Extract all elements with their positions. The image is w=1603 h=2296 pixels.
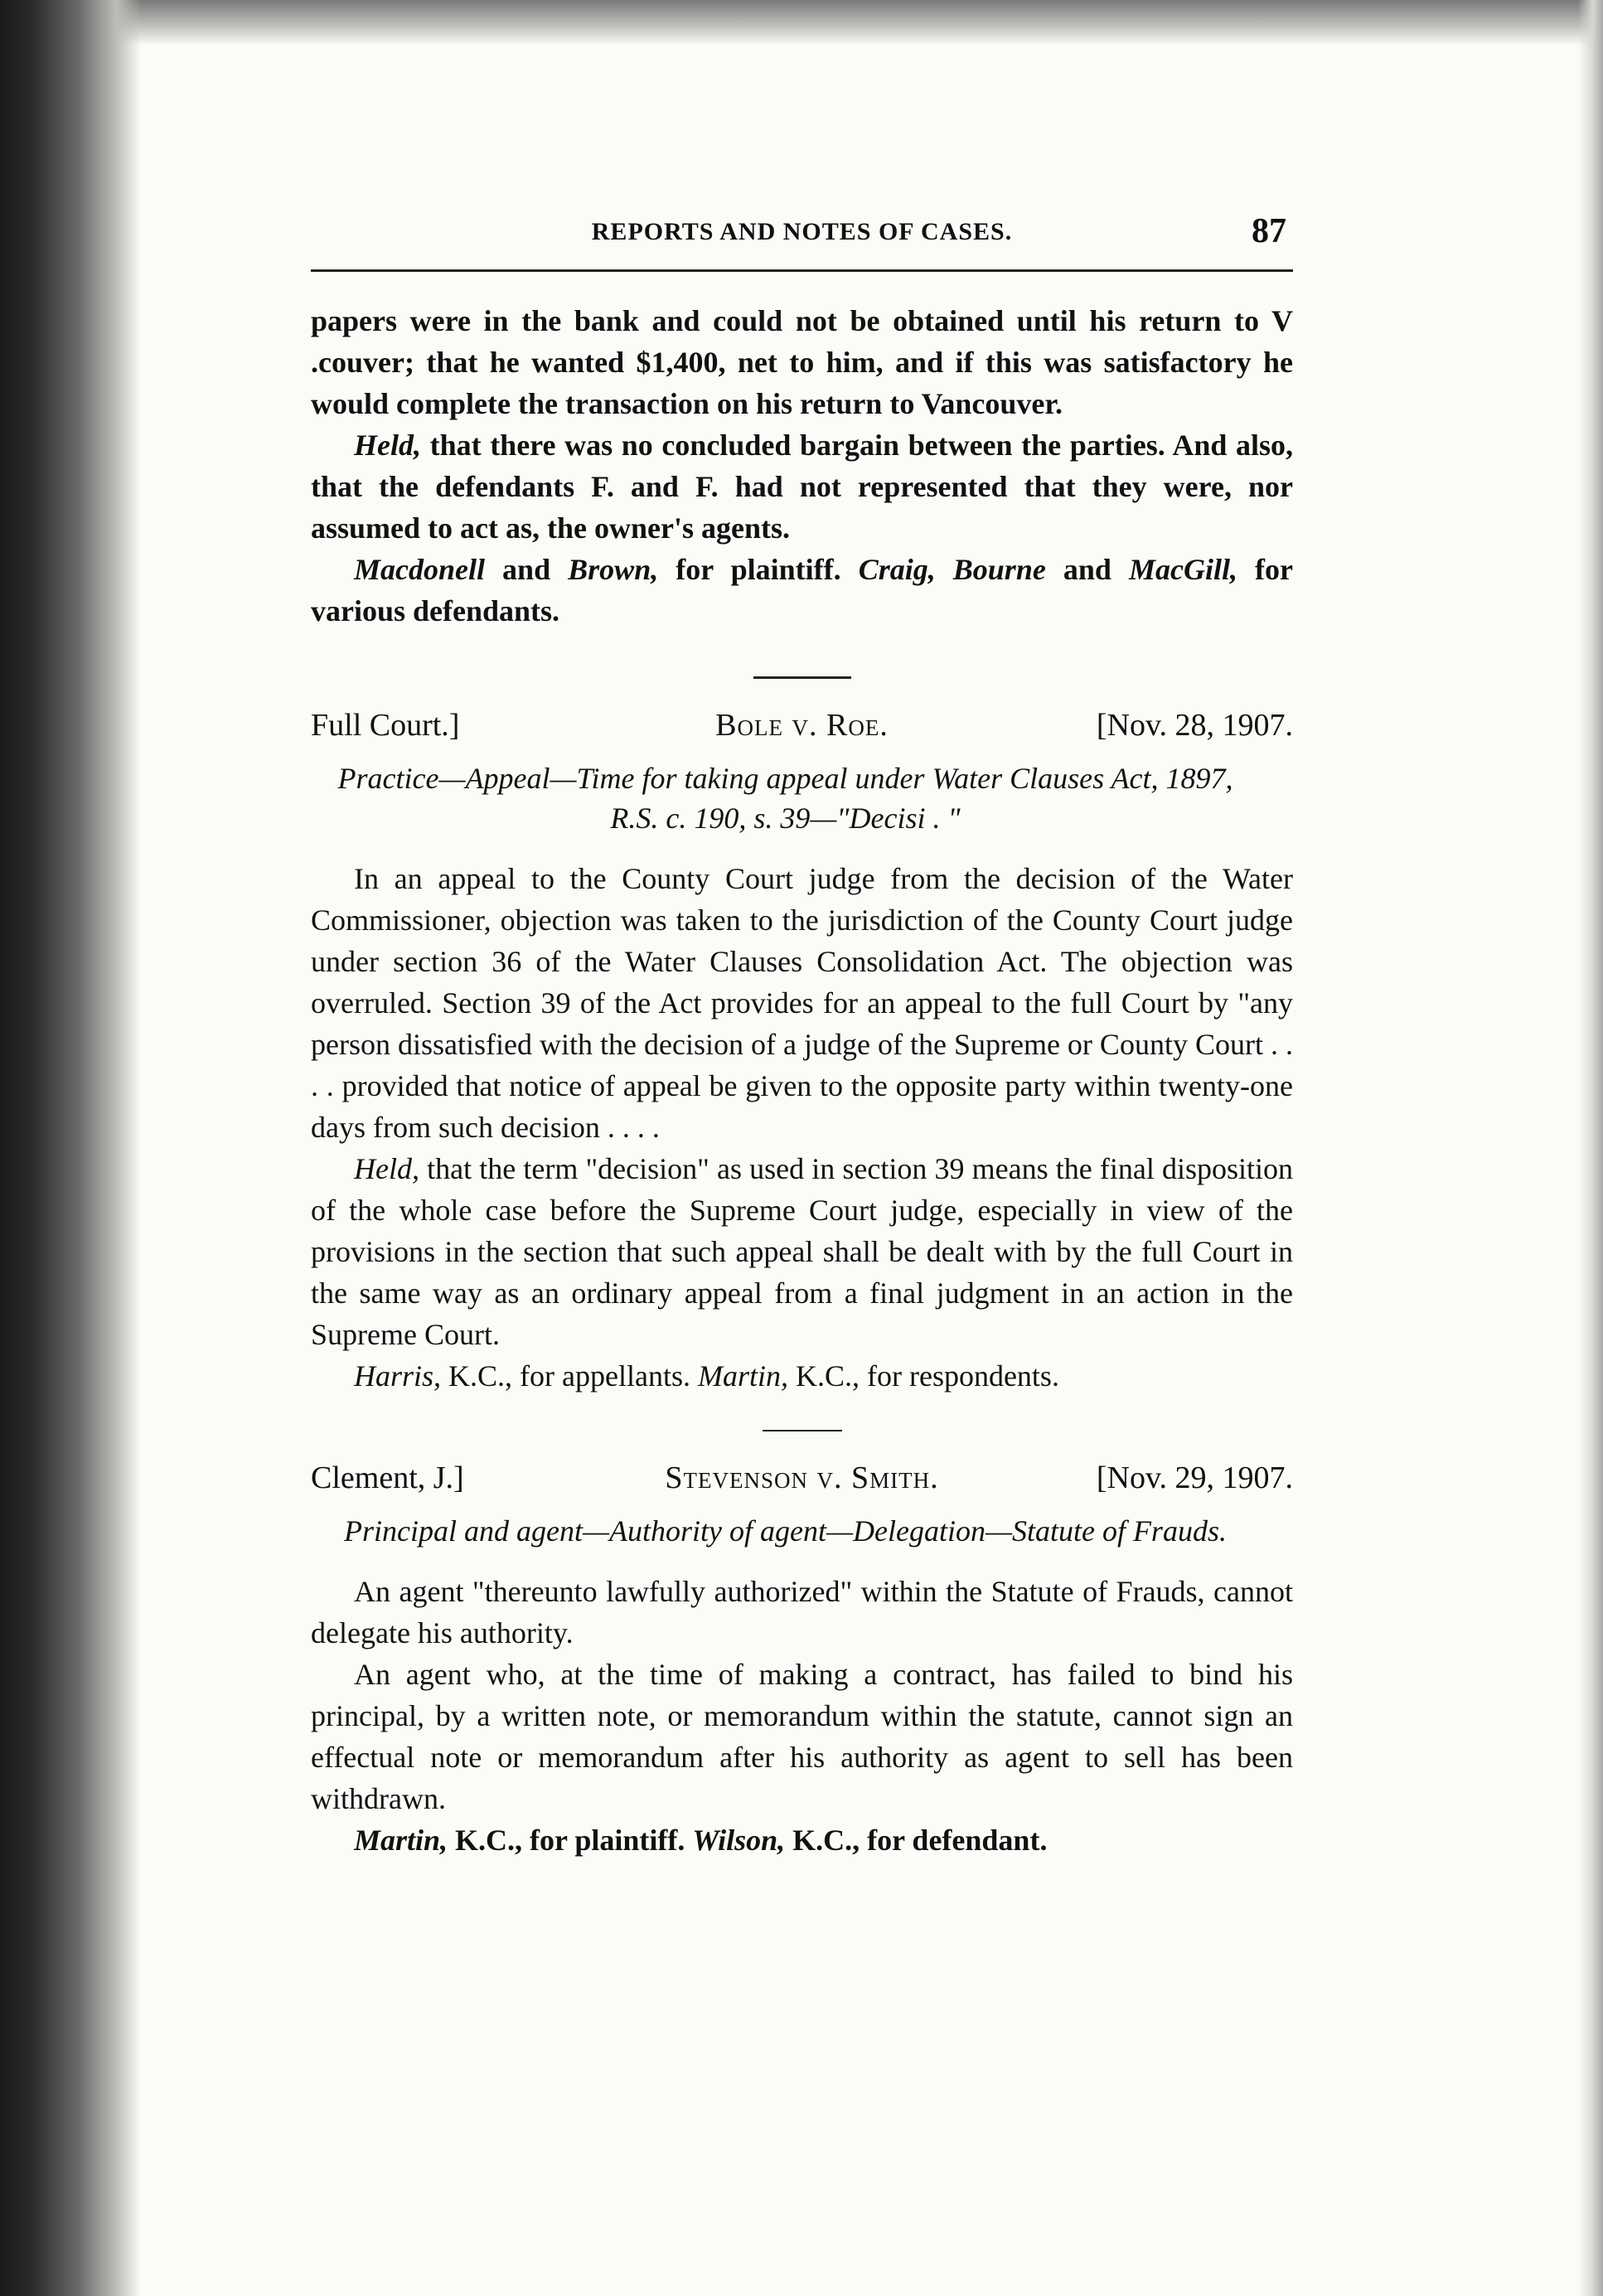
scan-right-edge — [1578, 0, 1603, 2296]
counsel-name: Craig, Bourne — [858, 553, 1046, 586]
page-number: 87 — [1252, 212, 1286, 250]
case-paragraph: In an appeal to the County Court judge from the decision of the Water Commissioner, objection was taken to the jurisdiction of the County Court judge under section 36 of the Water Clauses Consolidation Act. The objection was overruled. Section 39 of the Act provides for an appeal to the full Court by "any person dissatisfied with the decision of a judge of the Supreme or County Court . . . . provided that notice of appeal be given to the opposite party within twenty-one days from such decision . . . . — [311, 862, 1293, 1144]
case-continuation — [311, 300, 1293, 632]
case-name: Stevenson v. Smith. — [665, 1460, 939, 1495]
running-title: REPORTS AND NOTES OF CASES. — [591, 218, 1013, 245]
held-label: Held, — [354, 429, 421, 462]
catchwords: Principal and agent—Authority of agent—Delegation—Statute of Frauds. — [344, 1514, 1227, 1548]
court-label: Clement, J.] — [311, 1460, 464, 1495]
case-stevenson-v-smith — [311, 1460, 1293, 1861]
case-counsel — [311, 1355, 1293, 1397]
case-header — [311, 707, 1293, 753]
document-page — [311, 211, 1293, 1861]
counsel-text: K.C., for plaintiff. — [448, 1824, 693, 1857]
counsel-name: Wilson, — [692, 1824, 786, 1857]
counsel-text: K.C., for respondents. — [787, 1359, 1059, 1393]
counsel-name: Brown, — [568, 553, 659, 586]
scan-binding-edge — [0, 0, 141, 2296]
case-bole-v-roe — [311, 707, 1293, 1397]
case1-counsel — [311, 549, 1293, 632]
case-paragraph: An agent who, at the time of making a contract, has failed to bind his principal, by a written note, or memorandum within the statute, cannot sign an effectual note or memorandum after his authority as agent to sell has been withdrawn. — [311, 1658, 1293, 1815]
running-head — [311, 211, 1293, 272]
held-text: that the term "decision" as used in section 39 means the final disposition of the whole case before the Supreme Court judge, especially in view of the provisions in the section that such appeal shall be dealt with by the full Court in the same way as an ordinary appeal from a final judgment in an action in the Supreme Court. — [311, 1152, 1293, 1351]
case1-paragraph: papers were in the bank and could not be obtained until his return to V .couver; that he wanted $1,400, net to him, and if this was satisfactory he would complete the transaction on his return to Vancouver. — [311, 304, 1293, 420]
section-divider — [753, 676, 851, 679]
case-header — [311, 1460, 1293, 1506]
court-label: Full Court.] — [311, 708, 460, 743]
counsel-text: and — [1045, 553, 1129, 586]
case1-holding — [311, 424, 1293, 549]
case-paragraph: An agent "thereunto lawfully authorized" within the Statute of Frauds, cannot delegate his authority. — [311, 1575, 1293, 1649]
counsel-name: MacGill, — [1128, 553, 1237, 586]
case-date: [Nov. 29, 1907. — [1096, 1460, 1293, 1495]
counsel-name: Martin, — [697, 1359, 788, 1393]
section-divider — [763, 1430, 842, 1431]
held-text: that there was no concluded bargain between the parties. And also, that the defendants F. and F. had not represented that they were, nor assumed to act as, the owner's agents. — [311, 429, 1293, 545]
case-holding — [311, 1148, 1293, 1355]
counsel-text: and — [485, 553, 569, 586]
catchwords: Practice—Appeal—Time for taking appeal under Water Clauses Act, 1897, R.S. c. 190, s. 39—"Decisi . " — [337, 762, 1233, 835]
case-counsel — [311, 1819, 1293, 1861]
case-name: Bole v. Roe. — [715, 708, 889, 743]
case-date: [Nov. 28, 1907. — [1096, 708, 1293, 743]
counsel-name: Macdonell — [354, 553, 485, 586]
counsel-name: Harris, — [354, 1359, 442, 1393]
counsel-text: for plaintiff. — [658, 553, 859, 586]
counsel-text: K.C., for defendant. — [785, 1824, 1048, 1857]
counsel-text: for various defendants. — [311, 553, 1294, 627]
counsel-name: Martin, — [354, 1824, 448, 1857]
held-label: Held, — [354, 1152, 419, 1185]
counsel-text: K.C., for appellants. — [441, 1359, 698, 1393]
scan-top-edge — [0, 0, 1603, 46]
